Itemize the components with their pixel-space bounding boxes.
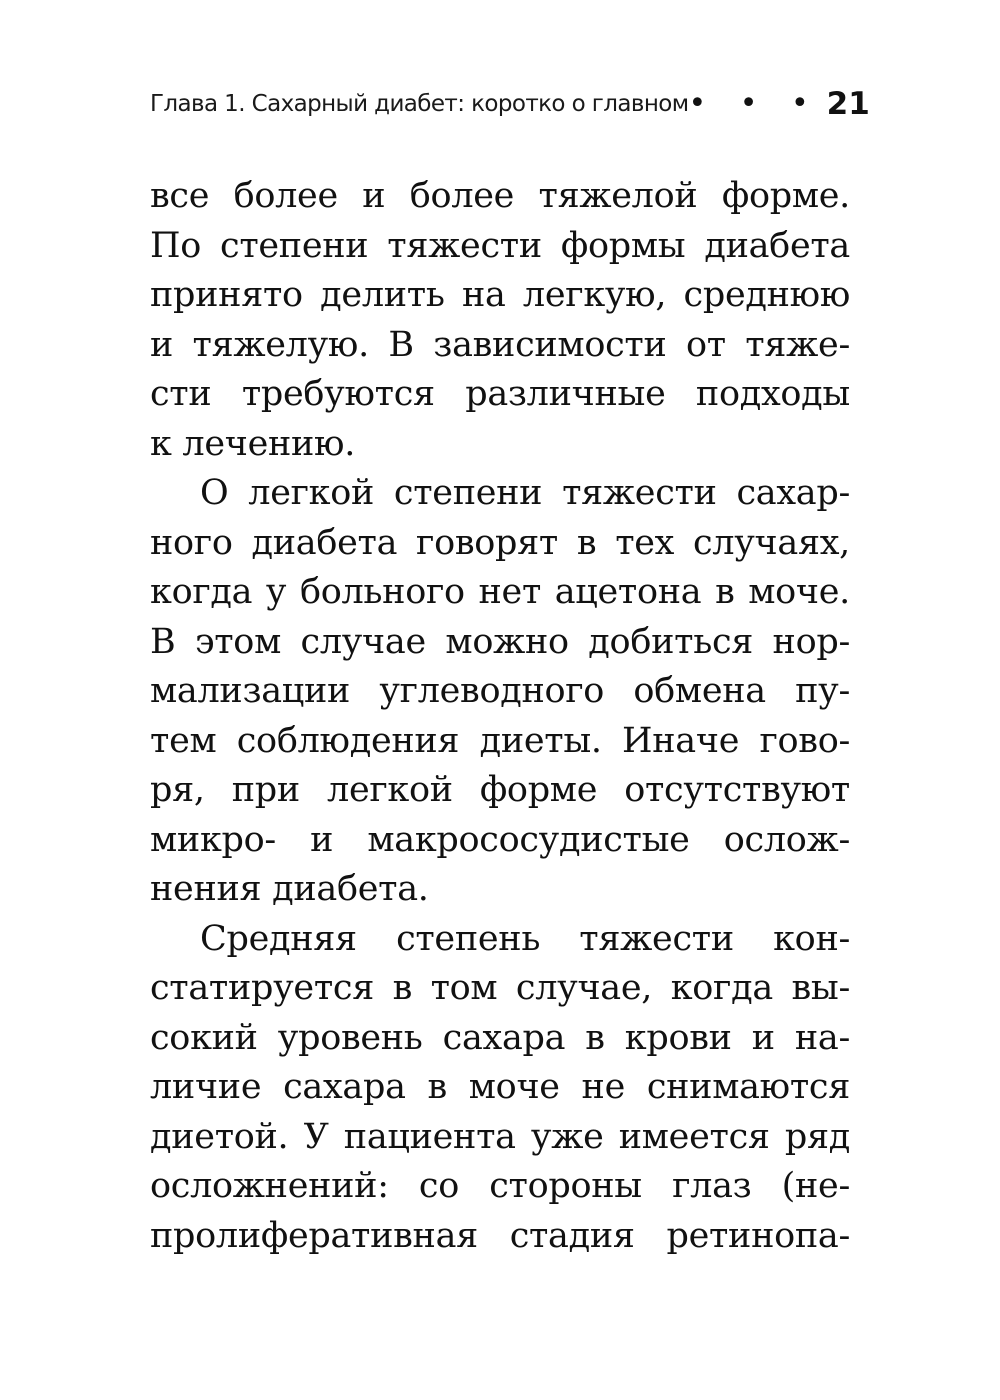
text-line: О легкой степени тяжести сахар- [200,473,850,513]
text-line: к лечению. [150,423,356,464]
page-header [150,82,870,126]
text-line: мализации углеводного обмена пу- [150,671,850,711]
header-right [688,86,869,122]
text-line: В этом случае можно добиться нор- [150,621,850,662]
page-number: 21 [826,86,870,122]
text-line: сти требуются различные подходы [150,374,850,414]
text-line: микро- и макрососудистые ослож- [150,819,850,860]
text-line: личие сахара в моче не снимаются [150,1067,850,1107]
text-line: тем соблюдения диеты. Иначе гово- [150,720,850,761]
text-line: сокий уровень сахара в крови и на- [150,1017,850,1058]
text-line: принято делить на легкую, среднюю [150,275,850,315]
text-line: ря, при легкой форме отсутствуют [150,770,850,810]
body-text [150,172,850,1261]
text-line: нения диабета. [150,869,429,909]
text-line: По степени тяжести формы диабета [150,225,850,266]
text-line: пролиферативная стадия ретинопа- [150,1215,850,1256]
text-line: ного диабета говорят в тех случаях, [150,522,850,563]
text-line: все более и более тяжелой форме. [150,176,850,216]
text-line: Средняя степень тяжести кон- [200,918,850,959]
text-line: и тяжелую. В зависимости от тяже- [150,324,850,365]
header-dots: • • • [688,86,821,121]
running-head: Глава 1. Сахарный диабет: коротко о главном [150,91,689,117]
text-line: когда у больного нет ацетона в моче. [150,572,850,612]
text-line: диетой. У пациента уже имеется ряд [150,1116,850,1157]
text-line: осложнений: со стороны глаз (не- [150,1166,850,1206]
text-line: статируется в том случае, когда вы- [150,968,850,1008]
